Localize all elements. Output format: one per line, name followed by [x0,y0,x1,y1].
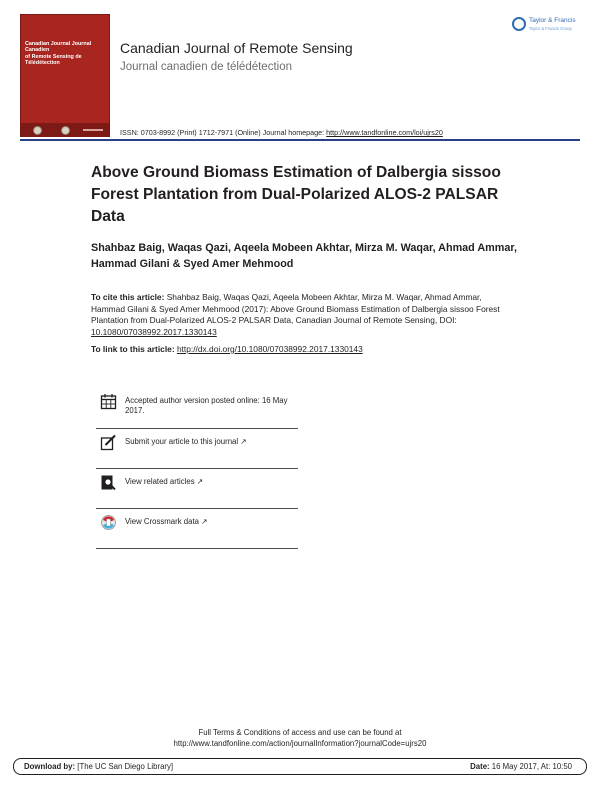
submit-article-link[interactable] [125,437,297,447]
citation-text: Shahbaz Baig, Waqas Qazi, Aqeela Mobeen Akhtar, Mirza M. Waqar, Ahmad Ammar, Hammad Gilani & Syed Amer Mehmood (2017): Above Ground Biomass Estimation of Dalbergia sissoo Forest Plantation from Dual-Polarized ALOS-2 PALSAR Data, Canadian Journal of Remote Sensing, DOI: [91,292,500,325]
external-link-icon: ↗ [200,517,208,526]
downloaded-by [24,762,173,771]
journal-subtitle: Journal canadien de télédétection [120,61,292,73]
search-document-icon [100,474,117,491]
accepted-date-text: Accepted author version posted online: 16 May 2017. [125,396,288,415]
publisher-tagline: Taylor & Francis Group [529,26,572,31]
citation-block [91,292,511,338]
article-actions-list [96,388,298,549]
downloaded-by-value: [The UC San Diego Library] [75,762,174,771]
download-date-label: Date: [470,762,490,771]
crossmark-icon [100,514,117,531]
cover-seal-icon [33,126,42,135]
article-title: Above Ground Biomass Estimation of Dalbergia sissoo Forest Plantation from Dual-Polarized ALOS-2 PALSAR Data [91,164,501,225]
publisher-logo[interactable] [512,15,584,35]
article-link-label: To link to this article: [91,344,177,354]
external-link-icon: ↗ [240,437,247,446]
article-authors: Shahbaz Baig, Waqas Qazi, Aqeela Mobeen Akhtar, Mirza M. Waqar, Ahmad Ammar, Hammad Gilani & Syed Amer Mehmood [91,242,517,270]
issn-line [120,128,443,137]
article-link-block [91,344,511,354]
downloaded-by-label: Download by: [24,762,76,771]
accepted-row [96,388,298,429]
cover-title: Canadian Journal Journal Canadien of Remote Sensing de Télédétection [25,41,92,67]
article-url-link[interactable]: http://dx.doi.org/10.1080/07038992.2017.1330143 [176,344,363,354]
journal-homepage-link[interactable]: http://www.tandfonline.com/loi/ujrs20 [326,128,443,137]
journal-title: Canadian Journal of Remote Sensing [120,40,353,56]
download-date-value: 16 May 2017, At: 10:50 [489,762,572,771]
submit-article-label: Submit your article to this journal [125,437,239,446]
related-articles-label: View related articles [125,477,195,486]
terms-text: Full Terms & Conditions of access and use can be found at [198,728,402,737]
related-articles-row[interactable] [96,469,298,509]
related-articles-link[interactable] [125,477,297,487]
cover-seal-icon [61,126,70,135]
crossmark-label: View Crossmark data [125,517,199,526]
cover-stripe [83,129,103,131]
edit-pencil-icon [100,434,117,451]
header-divider [20,139,580,141]
download-date [470,762,572,771]
submit-article-row[interactable] [96,429,298,469]
publisher-name: Taylor & Francis [529,17,576,24]
journal-cover-image [20,14,110,137]
external-link-icon: ↗ [196,477,204,486]
crossmark-row[interactable] [96,509,298,549]
citation-label: To cite this article: [91,292,167,302]
download-info-bar [13,758,587,775]
calendar-icon [100,393,117,410]
publisher-logo-icon [512,17,526,31]
doi-link[interactable]: 10.1080/07038992.2017.1330143 [91,326,217,337]
issn-text: ISSN: 0703-8992 (Print) 1712-7971 (Online) Journal homepage: [120,128,327,137]
crossmark-link[interactable] [125,517,297,527]
terms-footer [0,727,600,749]
terms-url-link[interactable]: http://www.tandfonline.com/action/journalInformation?journalCode=ujrs20 [173,739,427,748]
